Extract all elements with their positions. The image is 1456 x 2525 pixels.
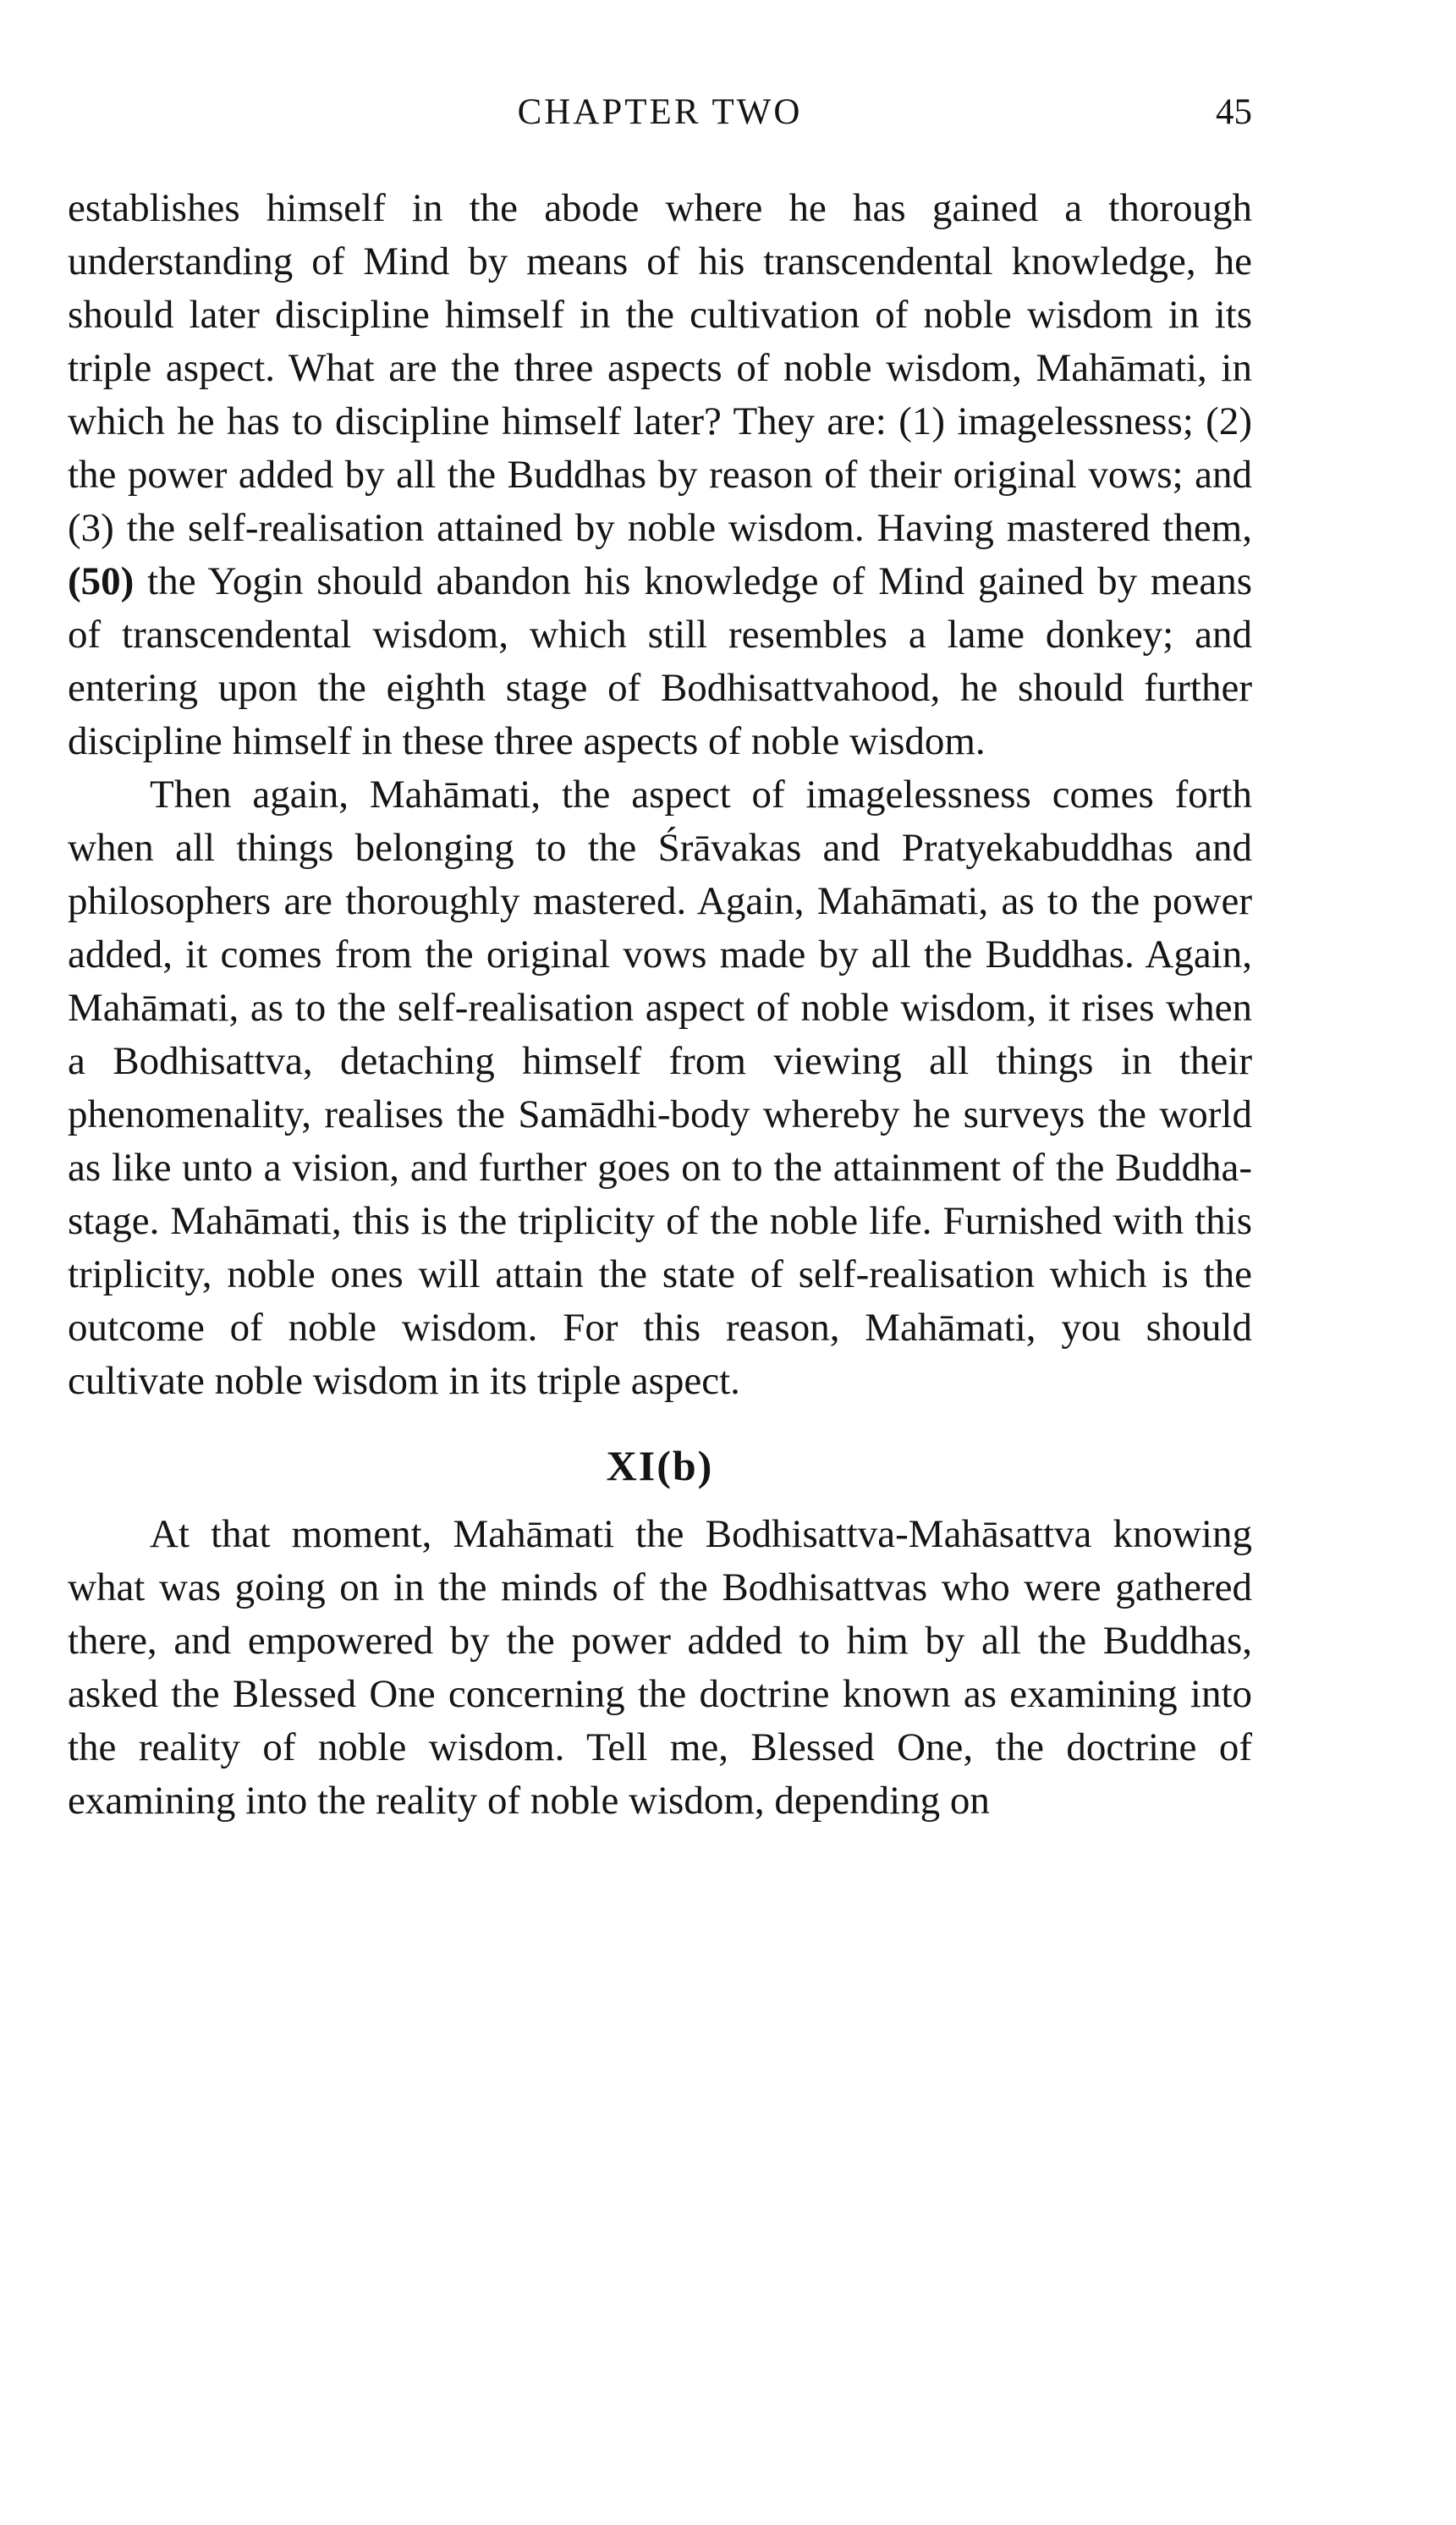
body-text: [68, 182, 1252, 1828]
page-header: [68, 91, 1252, 151]
running-head: CHAPTER TWO: [517, 92, 803, 132]
paragraph-text: the Yogin should abandon his knowledge of Mind gained by means of transcendental wisdom, which still resembles a lame donkey; and entering upon the eighth stage of Bodhisattvahood, he should further discipline himself in these three aspects of noble wisdom.: [68, 559, 1252, 763]
paragraph: At that moment, Mahāmati the Bodhisattva-Mahāsattva knowing what was going on in the minds of the Bodhisattvas who were gathered there, and empowered by the power added to him by all the Buddhas, asked the Blessed One concerning the doctrine known as examining into the reality of noble wisdom. Tell me, Blessed One, the doctrine of examining into the reality of noble wisdom, depending on: [68, 1512, 1252, 1823]
section-marker: (50): [68, 559, 135, 603]
page-number: 45: [1216, 92, 1252, 132]
paragraph-text: establishes himself in the abode where he has gained a thorough understanding of Mind by means of his transcendental knowledge, he should later discipline himself in the cultivation of noble wisdom in its triple aspect. What are the three aspects of noble wisdom, Mahāmati, in which he has to discipline himself later? They are: (1) imagelessness; (2) the power added by all the Buddhas by reason of their original vows; and (3) the self-realisation attained by noble wisdom. Having mastered them,: [68, 186, 1252, 550]
section-heading: XI(b): [606, 1442, 714, 1489]
paragraph: Then again, Mahāmati, the aspect of imagelessness comes forth when all things belonging to the Śrāvakas and Pratyekabuddhas and philosophers are thoroughly mastered. Again, Mahāmati, as to the power added, it comes from the original vows made by all the Buddhas. Again, Mahāmati, as to the self-realisation aspect of noble wisdom, it rises when a Bodhisattva, detaching himself from viewing all things in their phenomenality, realises the Samādhi-body whereby he surveys the world as like unto a vision, and further goes on to the attainment of the Buddha-stage. Mahāmati, this is the triplicity of the noble life. Furnished with this triplicity, noble ones will attain the state of self-realisation which is the outcome of noble wisdom. For this reason, Mahāmati, you should cultivate noble wisdom in its triple aspect.: [68, 773, 1252, 1403]
paragraph-continued: [68, 182, 1252, 768]
